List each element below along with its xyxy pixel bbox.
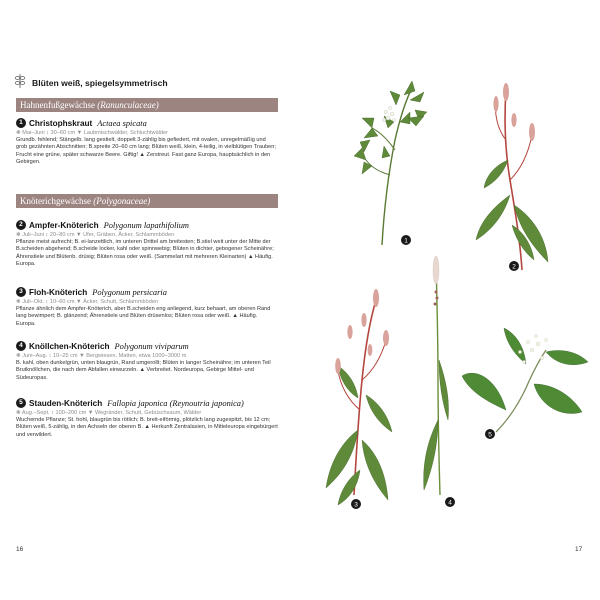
species-meta: ❋ Mai–Juni ↕ 30–60 cm ▼ Laubmischwälder, Schluchtwälder xyxy=(16,130,169,136)
botanical-plate xyxy=(300,0,600,600)
plate-label-3 xyxy=(351,499,361,509)
illustration-christophskraut xyxy=(354,81,427,245)
species-number: 5 xyxy=(16,398,26,408)
species-meta: ❋ Juli–Okt. ↕ 10–60 cm ▼ Äcker, Schutt, Schlammböden xyxy=(16,299,159,305)
family-name: Hahnenfußgewächse xyxy=(20,100,95,110)
plate-label-1 xyxy=(401,235,411,245)
species-latin: Actaea spicata xyxy=(97,118,147,128)
species-number: 4 xyxy=(16,341,26,351)
page-number-right: 17 xyxy=(575,546,583,553)
species-description: Pflanze meist aufrecht; B. ei-lanzettlich, im unteren Drittel am breitesten; B.stiel weit unter der Mitte der B.scheiden abgehend; B.scheide locker, kahl oder spinnwebig; Blüten in dichter, gebogener Scheinähre; Ährenstiele und Blütenb. drüsig; Blüten rosa oder weiß. (Sammelart mit mehreren Kleinarten) ▲ Häufig. Europa. xyxy=(16,239,274,268)
species-title xyxy=(16,220,278,230)
species-entry-4 xyxy=(16,341,278,382)
illustration-ampfer-knoeterich xyxy=(476,83,548,270)
species-description: Pflanze ähnlich dem Ampfer-Knöterich, aber B.scheiden eng anliegend, kurz behaart, am oberen Rand lang bewimpert; B. glänzend; Ährenstiele und Blüten drüsenlos; Blüten rosa oder weiß. ▲ Häufig. Europa. xyxy=(16,306,271,327)
plate-label-2 xyxy=(509,261,519,271)
species-name: Floh-Knöterich xyxy=(29,287,88,297)
svg-text:3: 3 xyxy=(354,501,358,509)
species-entry-1 xyxy=(16,118,278,167)
species-latin: Polygonum lapathifolium xyxy=(103,220,189,230)
illustration-stauden-knoeterich xyxy=(462,328,588,432)
species-meta: ❋ Juli–Juni ↕ 20–80 cm ▼ Ufer, Gräben, Äcker, Schlammböden xyxy=(16,232,175,238)
section-heading: Blüten weiß, spiegelsymmetrisch xyxy=(32,78,168,88)
svg-text:2: 2 xyxy=(512,263,516,271)
svg-text:4: 4 xyxy=(448,499,452,507)
species-name: Christophskraut xyxy=(29,118,93,128)
species-name: Knöllchen-Knöterich xyxy=(29,341,110,351)
mirror-symmetry-flower-icon xyxy=(14,74,26,88)
species-title xyxy=(16,398,278,408)
plate-label-4 xyxy=(445,497,455,507)
species-description: Grundb. fehlend; Stängelb. lang gestielt, doppelt 3-zählig bis gefiedert, mit ovalen, unregelmäßig und grob gezähnten Abschnitten; B.spreite 20–60 cm lang; Blüten weiß, klein, 4-teilig, in vielblütigen Trauben; Frucht eine grüne, später schwarze Beere. Giftig! ▲ Zerstreut. Fast ganz Europa, hauptsächlich in den Gebirgen. xyxy=(16,137,276,166)
family-latin: (Polygonaceae) xyxy=(93,196,151,206)
species-description: B. kahl, oben dunkelgrün, unten blaugrün, Rand umgerollt; Blüten in langer Scheinähre; im unteren Teil Brutknöllchen, die nach dem Abfallen einwurzeln. ▲ Verbreitet. Nordeuropa, Gebirge Mittel- und Südeuropas. xyxy=(16,360,271,381)
species-meta: ❋ Juni–Aug. ↕ 10–25 cm ▼ Bergwiesen, Matten, etwa 1000–3000 m xyxy=(16,353,187,359)
species-title xyxy=(16,341,278,351)
illustration-floh-knoeterich xyxy=(326,289,392,505)
species-entry-2 xyxy=(16,220,278,269)
species-description: Wuchernde Pflanze; St. hohl, blaugrün bis rötlich; B. breit-eiförmig, plötzlich lang zugespitzt, bis 12 cm; Blüten weiß, 5-zählig, in den Achseln der oberen B. ▲ Herkunft Zentralasien, in Mitteleuropa eingebürgert und verwildert. xyxy=(16,417,278,438)
species-number: 2 xyxy=(16,220,26,230)
left-page xyxy=(0,0,290,600)
family-bar-ranunculaceae xyxy=(16,98,278,112)
species-latin: Polygonum viviparum xyxy=(114,341,189,351)
svg-text:1: 1 xyxy=(404,237,408,245)
species-title xyxy=(16,118,278,128)
species-meta: ❋ Aug.–Sept. ↕ 100–200 cm ▼ Wegränder, Schutt, Gebüschsaum, Wälder xyxy=(16,410,202,416)
family-name: Knöterichgewächse xyxy=(20,196,91,206)
family-bar-polygonaceae xyxy=(16,194,278,208)
plate-label-5 xyxy=(485,429,495,439)
species-name: Stauden-Knöterich xyxy=(29,398,103,408)
page-number-left: 16 xyxy=(16,546,24,553)
species-name: Ampfer-Knöterich xyxy=(29,220,99,230)
species-latin: Fallopia japonica (Reynoutria japonica) xyxy=(107,398,244,408)
svg-text:5: 5 xyxy=(488,431,492,439)
species-number: 1 xyxy=(16,118,26,128)
species-entry-5 xyxy=(16,398,278,439)
species-entry-3 xyxy=(16,287,278,328)
illustration-knoellchen-knoeterich xyxy=(424,256,449,495)
species-title xyxy=(16,287,278,297)
species-latin: Polygonum persicaria xyxy=(92,287,167,297)
family-latin: (Ranunculaceae) xyxy=(97,100,159,110)
species-number: 3 xyxy=(16,287,26,297)
